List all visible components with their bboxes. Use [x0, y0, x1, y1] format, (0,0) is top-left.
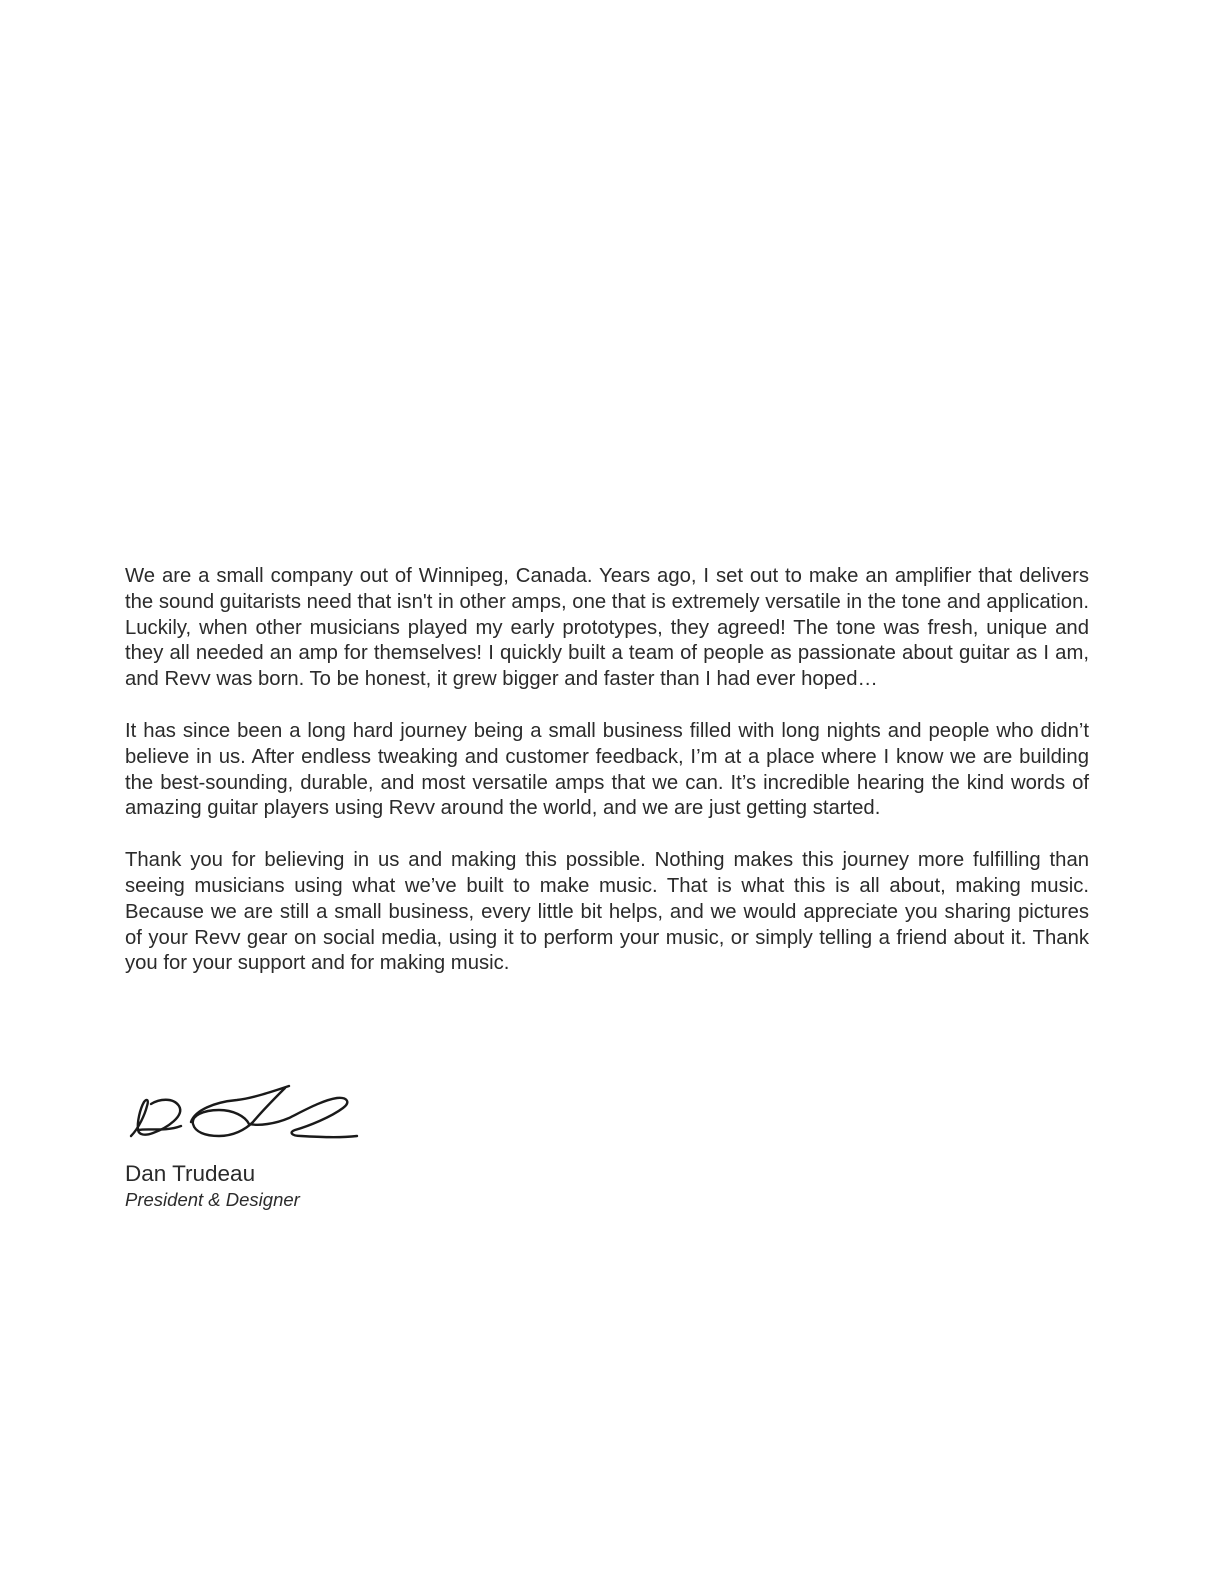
handwritten-signature — [125, 1080, 361, 1146]
letter-paragraph-2: It has since been a long hard journey being a small business filled with long nights and people who didn’t believe in us. After endless tweaking and customer feedback, I’m at a place where I know we are building the best-sounding, durable, and most versatile amps that we can. It’s incredible hearing the kind words of amazing guitar players using Revv around the world, and we are just getting started. — [125, 719, 1089, 820]
signer-title: President & Designer — [125, 1189, 300, 1210]
letter-paragraph-3: Thank you for believing in us and making this possible. Nothing makes this journey more fulfilling than seeing musicians using what we’ve built to make music. That is what this is all about, making music. Because we are still a small business, every little bit helps, and we would appreciate you sharing pictures of your Revv gear on social media, using it to perform your music, or simply telling a friend about it. Thank you for your support and for making music. — [125, 849, 1089, 975]
signature-block — [125, 1080, 445, 1212]
signer-name: Dan Trudeau — [125, 1161, 256, 1186]
letter-body — [125, 564, 1089, 1003]
letter-paragraph-1: We are a small company out of Winnipeg, Canada. Years ago, I set out to make an amplifier that delivers the sound guitarists need that isn't in other amps, one that is extremely versatile in the tone and application. Luckily, when other musicians played my early prototypes, they agreed! The tone was fresh, unique and they all needed an amp for themselves! I quickly built a team of people as passionate about guitar as I am, and Revv was born. To be honest, it grew bigger and faster than I had ever hoped… — [125, 565, 1089, 691]
